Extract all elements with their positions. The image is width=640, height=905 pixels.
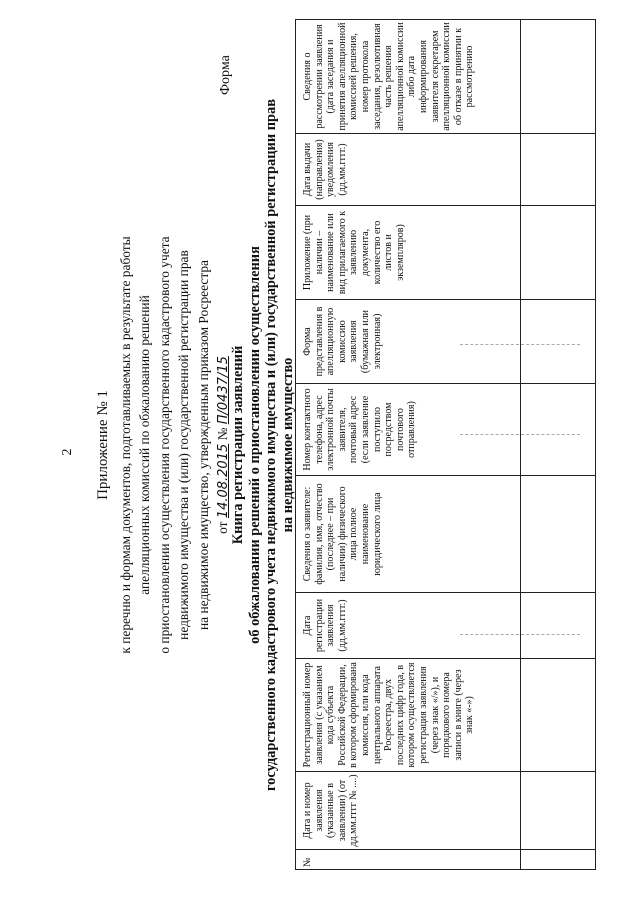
appendix-header: [94, 45, 234, 845]
book-title-line: государственного кадастрового учета недвижимого имущества и (или) государственной регистрации прав: [263, 99, 279, 791]
appendix-line: апелляционных комиссий по обжалованию решений: [137, 295, 152, 595]
table-cell: [521, 593, 596, 659]
form-label: Форма: [218, 55, 233, 95]
column-header: Номер контактного телефона, адрес электронной почты заявителя, почтовый адрес (если заявление поступило посредством почтового отправления): [296, 384, 521, 476]
registration-table: [295, 19, 596, 870]
table-header-row: [296, 20, 521, 870]
column-header: Дата и номер заявления (указанные в заявлении) (от дд.мм.гггг № ....): [296, 772, 521, 850]
appendix-line: недвижимого имущества и (или) государственной регистрации прав: [176, 250, 191, 640]
column-header: Сведения о заявителе: фамилия, имя, отчество (последнее – при наличии) физического лица полное наименование юридического лица: [296, 476, 521, 593]
order-date: 14.08.2015: [216, 443, 231, 519]
column-header: Форма представления в апелляционную комиссию заявления (бумажная или электронная): [296, 300, 521, 384]
book-title-line: об обжаловании решений о приостановлении осуществления: [246, 246, 263, 644]
table-cell: [521, 772, 596, 850]
scan-dashed-line: [460, 344, 580, 345]
column-header: Дата регистрации заявления (дд.мм.гггг.): [296, 593, 521, 659]
table-cell: [521, 476, 596, 593]
scan-dashed-line: [460, 434, 580, 435]
table-cell: [521, 20, 596, 134]
book-title-line: на недвижимое имущество: [279, 357, 296, 533]
scan-dashed-line: [460, 634, 580, 635]
page-number: 2: [60, 448, 75, 456]
appendix-line: о приостановлении осуществления государственного кадастрового учета: [156, 236, 172, 654]
table-cell: [521, 134, 596, 206]
column-header: №: [296, 850, 521, 870]
column-header: Приложение (при наличии – наименование или вид прилагаемого к заявлению документа, количество его листов и экземпляров): [296, 206, 521, 300]
column-header: Сведения о рассмотрении заявления (дата заседания и принятия апелляционной комиссией решения, номер протокола заседания, резолютивная часть решения апелляционной комиссии либо дата информирования заявителя секретарем апелляционной комиссии об отказе в принятии к рассмотрению: [296, 20, 521, 134]
order-number-prefix: №: [215, 427, 230, 441]
column-header: Дата выдачи (направления) уведомления (дд.мм.гггг.): [296, 134, 521, 206]
column-header: Регистрационный номер заявления (с указанием кода субъекта Российской Федерации, в котором сформирована комиссия, или кода центрального аппарата Росреестра, двух последних цифр года, в котором осуществляется регистрация заявления (через знак «/»), и порядкового номера записи в книге (через знак «-»): [296, 659, 521, 772]
book-title: [230, 45, 296, 845]
appendix-line: к перечню и формам документов, подготавливаемых в результате работы: [117, 236, 133, 654]
table-cell: [521, 300, 596, 384]
order-prefix: от: [215, 521, 230, 534]
appendix-title: Приложение № 1: [95, 390, 111, 500]
appendix-line: на недвижимое имущество, утвержденным приказом Росреестра: [195, 260, 211, 631]
table-cell: [521, 384, 596, 476]
table-cell: [521, 659, 596, 772]
order-number: П/0437/15: [216, 356, 231, 425]
table-row: [521, 20, 596, 870]
book-title-line: Книга регистрации заявлений: [230, 345, 246, 545]
table-cell: [521, 206, 596, 300]
table-cell: [521, 850, 596, 870]
